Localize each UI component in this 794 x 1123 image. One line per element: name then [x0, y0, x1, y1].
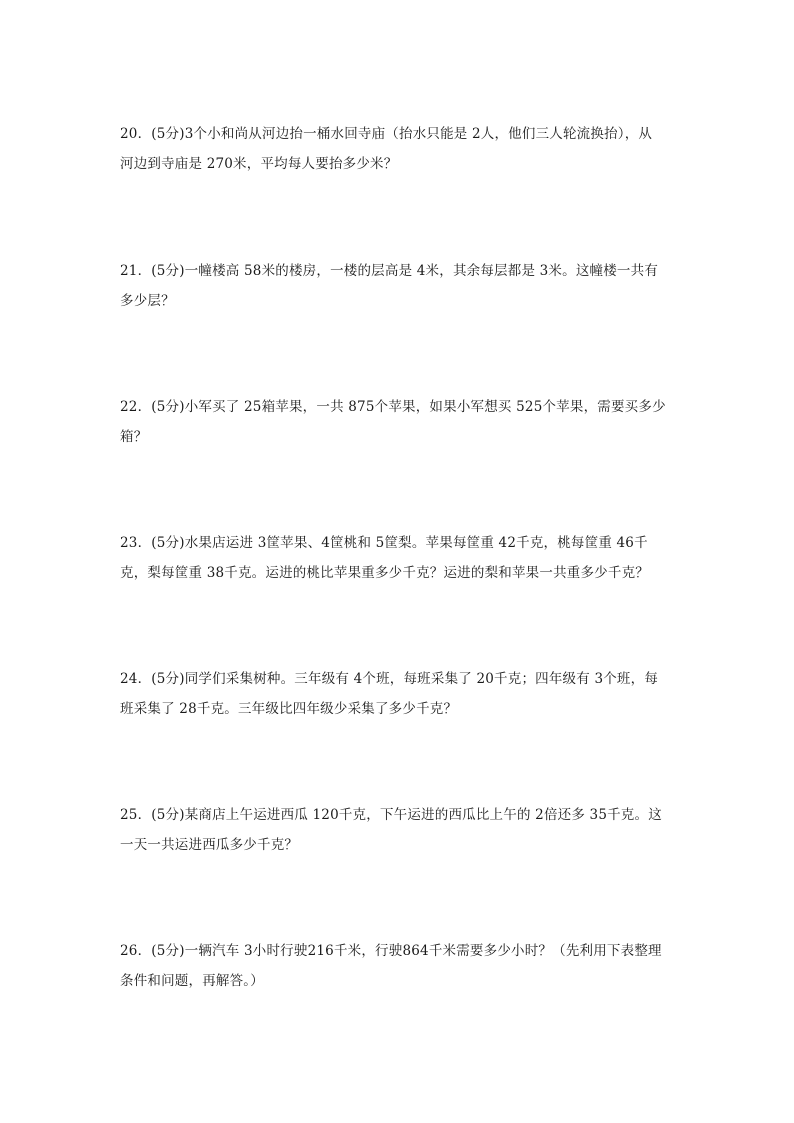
question-22 [120, 392, 680, 452]
question-text-line: 一天一共运进西瓜多少千克？ [120, 837, 299, 853]
question-text-line: 箱？ [120, 429, 148, 445]
question-text-line: 25．(5分)某商店上午运进西瓜 120千克，下午运进的西瓜比上午的 2倍还多 35千克。这 [120, 807, 662, 823]
question-25 [120, 800, 680, 860]
question-text-line: 克，梨每筐重 38千克。运进的桃比苹果重多少千克？运进的梨和苹果一共重多少千克？ [120, 565, 649, 581]
question-24 [120, 664, 680, 724]
question-text-line: 26．(5分)一辆汽车 3小时行驶216千米，行驶864千米需要多少小时？（先利用下表整理 [120, 943, 662, 959]
question-26 [120, 936, 680, 996]
question-21 [120, 256, 680, 316]
question-text-line: 条件和问题，再解答。） [120, 973, 264, 989]
question-text-line: 21．(5分)一幢楼高 58米的楼房，一楼的层高是 4米，其余每层都是 3米。这幢楼一共有 [120, 263, 659, 279]
question-text-line: 23．(5分)水果店运进 3筐苹果、4筐桃和 5筐梨。苹果每筐重 42千克，桃每筐重 46千 [120, 535, 648, 551]
question-text-line: 河边到寺庙是 270米，平均每人要抬多少米？ [120, 156, 398, 172]
question-text-line: 22．(5分)小军买了 25箱苹果，一共 875个苹果，如果小军想买 525个苹果，需要买多少 [120, 399, 666, 415]
question-text-line: 班采集了 28千克。三年级比四年级少采集了多少千克？ [120, 701, 458, 717]
question-text-line: 多少层？ [120, 293, 175, 309]
question-23 [120, 528, 680, 588]
question-text-line: 24．(5分)同学们采集树种。三年级有 4个班，每班采集了 20千克；四年级有 3个班，每 [120, 671, 659, 687]
question-text-line: 20．(5分)3个小和尚从河边抬一桶水回寺庙（抬水只能是 2人，他们三人轮流换抬），从 [120, 126, 653, 142]
question-20 [120, 119, 680, 179]
